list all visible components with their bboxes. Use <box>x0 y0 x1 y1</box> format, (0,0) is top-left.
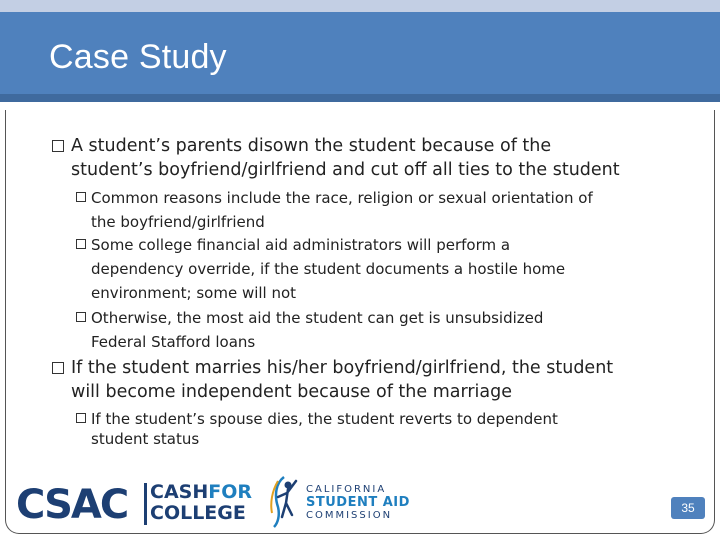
bullet-1-sub-3-line-2: Federal Stafford loans <box>91 333 256 351</box>
bullet-1-sub-2 <box>76 233 696 305</box>
bullet-1-sub-2-line-2: dependency override, if the student documents a hostile home <box>91 260 566 278</box>
checkbox-bullet-icon <box>76 239 86 249</box>
bullet-1-sub-2-line-1: Some college financial aid administrators will perform a <box>91 236 511 254</box>
bullet-1-sub-1 <box>76 186 696 234</box>
checkbox-bullet-icon <box>52 140 64 152</box>
commission-line-2: STUDENT AID <box>306 495 410 510</box>
bullet-2-sub-1 <box>76 409 696 449</box>
commission-line-1: CALIFORNIA <box>306 484 387 495</box>
bullet-2-sub-1-line-1: If the student’s spouse dies, the student reverts to dependent <box>91 410 558 428</box>
logo-divider <box>144 483 147 525</box>
cash-for-college-logo <box>150 482 252 524</box>
student-figure-icon <box>266 473 302 529</box>
bullet-1-line-1: A student’s parents disown the student because of the <box>71 136 552 156</box>
bullet-2-line-1: If the student marries his/her boyfriend/girlfriend, the student <box>71 358 614 378</box>
checkbox-bullet-icon <box>76 192 86 202</box>
top-accent-strip <box>0 0 720 12</box>
checkbox-bullet-icon <box>76 413 86 423</box>
checkbox-bullet-icon <box>52 362 64 374</box>
title-bar <box>0 12 720 102</box>
bullet-1-sub-3 <box>76 306 696 354</box>
college-text: COLLEGE <box>150 502 246 524</box>
bullet-1 <box>52 134 692 182</box>
bullet-2 <box>52 356 692 404</box>
csac-logo: CSAC <box>16 482 128 528</box>
csac-commission-logo <box>306 483 410 522</box>
title-bar-shadow <box>0 94 720 102</box>
for-text: FOR <box>208 481 252 503</box>
checkbox-bullet-icon <box>76 312 86 322</box>
bullet-1-line-2: student’s boyfriend/girlfriend and cut off all ties to the student <box>71 160 620 180</box>
bullet-1-sub-1-line-1: Common reasons include the race, religion or sexual orientation of <box>91 189 593 207</box>
bullet-2-line-2: will become independent because of the marriage <box>71 382 513 402</box>
bullet-1-sub-1-line-2: the boyfriend/girlfriend <box>91 213 265 231</box>
commission-line-3: COMMISSION <box>306 510 393 521</box>
slide-title: Case Study <box>49 38 227 76</box>
bullet-1-sub-3-line-1: Otherwise, the most aid the student can get is unsubsidized <box>91 309 544 327</box>
footer-logos <box>0 465 720 535</box>
bullet-2-sub-1-line-2: student status <box>91 430 200 448</box>
cash-text: CASH <box>150 481 209 503</box>
page-number: 35 <box>671 497 705 519</box>
bullet-1-sub-2-line-3: environment; some will not <box>91 284 297 302</box>
